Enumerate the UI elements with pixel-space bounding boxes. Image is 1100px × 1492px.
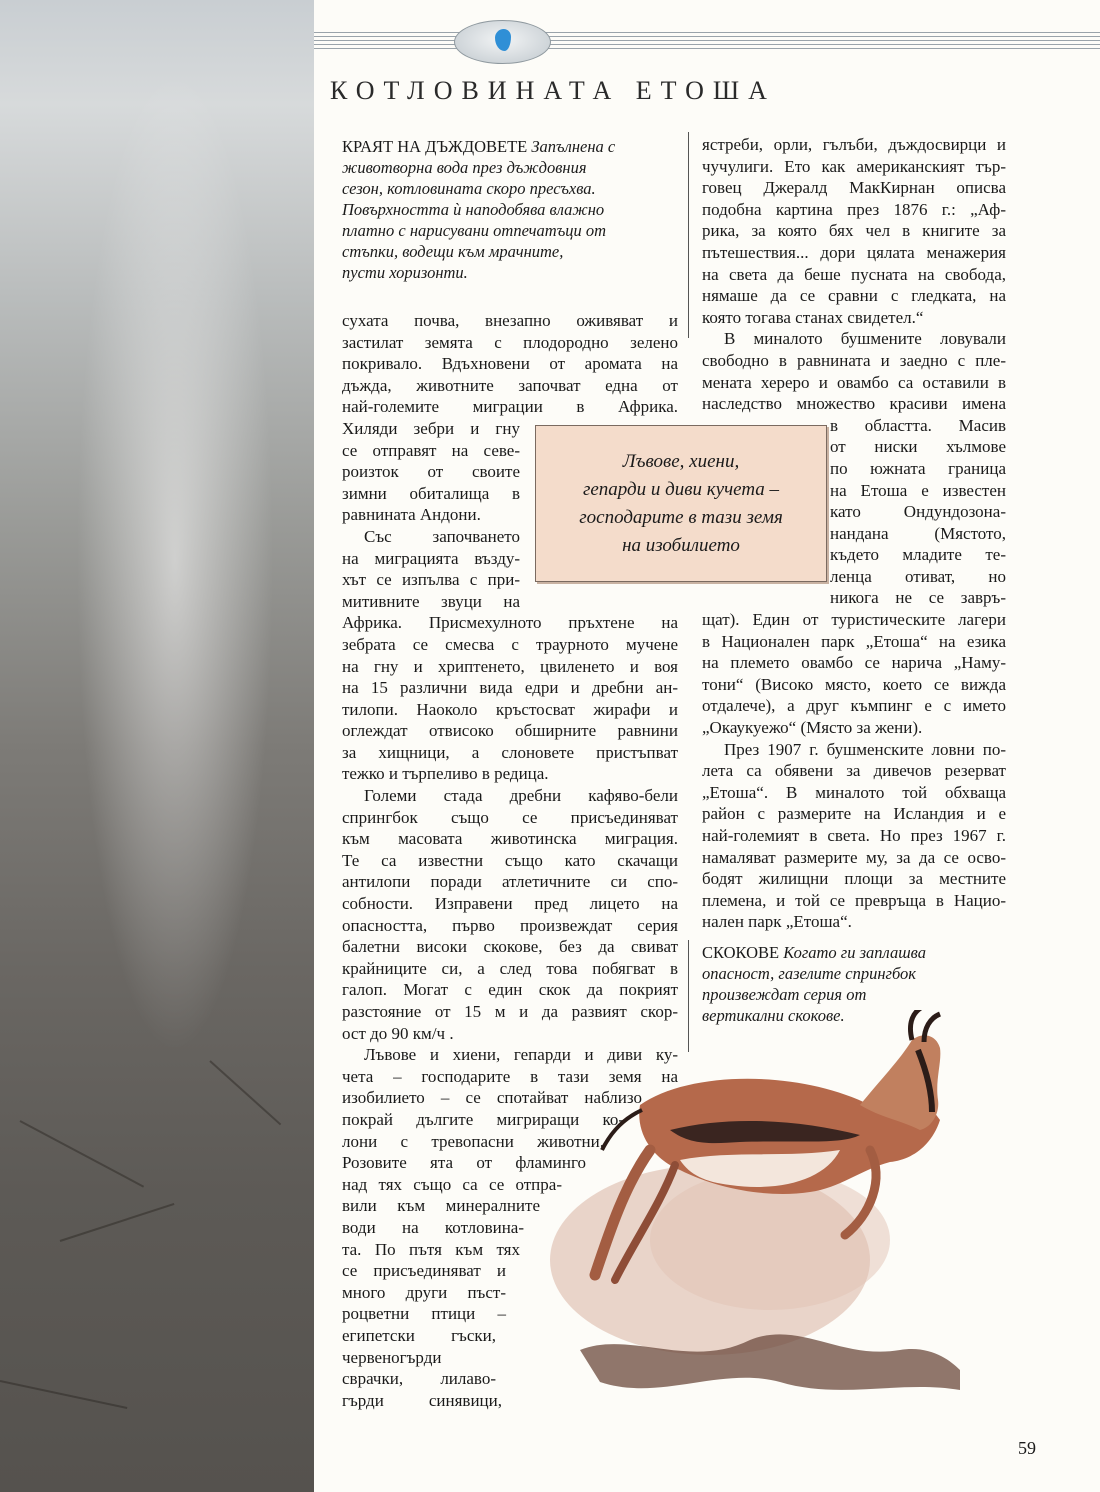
header-rule [314,28,1100,56]
globe-africa-icon [454,20,551,64]
paragraph: Лъвове и хиени, гепарди и диви ку- чета – господарите в тази земя на изобилието – се спотайват наблизо покрай дългите мигриращи ко- лони с тревопасни животни. Розовите ята от фламинго над тях също са се отпра- вили към минералните води на котловина- та. По пътя към тях се присъединяват и много други пъст- роцветни птици – египетски гъски, червеногърди сврачки, лилаво- гърди синявици, [342,1045,678,1410]
column-rule [688,132,689,338]
paragraph: ястреби, орли, гълъби, дъждосвирци и чучулиги. Ето как американският тър- говец Джералд МакКирнан описва подобна картина през 1876 г.: „Аф- рика, за която бях чел в книгите за пътешествия... дори цялата менажерия на света да беше пусната на свобода, нямаше да се сравни с гледката, на която тогава станах свидетел.“ [702,135,1006,327]
paragraph: сухата почва, внезапно оживяват и застилат земята с плодородно зелено покривало. Вдъхновени от аромата на дъжда, животните започват една от най-големите миграции в Африка. Хиляди зебри и гну се отправят на севе- роизток от своите зимни обиталища в равнината Андони. [342,311,678,525]
paragraph: Със започването на миграцията възду- хът се изпълва с при- митивните звуци на Африка. Присмехулното пръхтене на зебрата се смесва с траурното мучене на гну и хриптенето, цвиленето и воя на 15 различни вида едри и дребни ан- тилопи. Наоколо кръстосват жирафи и оглеждат отвисоко обширните равнини за хищници, а слоновете пристъпват тежко и търпеливо в редица. [342,526,678,784]
page-number: 59 [1018,1438,1036,1458]
photo-highlight [0,0,314,1492]
caption-bottom: СКОКОВЕ Когато ги заплашва опасност, газелите спрингбок произвеждат серия от вертикални скокове. [702,943,926,1025]
paragraph: Големи стада дребни кафяво-бели спрингбок също се присъединяват към масовата животинска миграция. Те са известни също като скачащи антилопи поради атлетичните си спо- собности. Изправени пред лицето на опасността, първо произвеждат серия балетни високи скокове, без да свиват крайниците си, а след това побягват в галоп. Могат с един скок да покрият разстояние от 15 м и да развият скор- ост до 90 км/ч . [342,786,678,1043]
springbok-tail [602,1110,642,1150]
caption-top: КРАЯТ НА ДЪЖДОВЕТЕ Запълнена с животворна вода през дъждовния сезон, котловината скоро пресъхва. Повърхността ѝ наподобява влажно платно с нарисувани отпечатъци от стъпки, водещи към мрачните, пусти хоризонти. [342,137,616,282]
springbok-illustration [540,1010,970,1430]
paragraph: В миналото бушмените ловували свободно в равнината и заедно с пле- мената хереро и овамбо са оставили в наследство множество красиви имена в областта. Масив от ниски хълмове по южната граница на Етоша е известен като Ондундозона- нандана (Мястото, където младите те- ленца отиват, но никога не се завръ- щат). Един от туристическите лагери в Национален парк „Етоша“ на езика на племето овамбо се нарича „Наму- тони“ (Високо място, което се вижда отдалече), а друг къмпинг е с името „Окаукуежо“ (Място за жени). [702,329,1006,738]
pull-quote: Лъвове, хиени, гепарди и диви кучета – господарите в тази земя на изобилието [535,425,827,582]
paragraph: През 1907 г. бушменските ловни по- лета са обявени за дивечов резерват „Етоша“. В миналото той обхваща район с размерите на Исландия и е най-големият в света. Но през 1967 г. намаляват размерите му, за да се осво- бодят жилищни площи за местните племена, и той се превръща в Нацио- нален парк „Етоша“. [702,739,1006,932]
page-title: КОТЛОВИНАТА ЕТОША [330,76,776,105]
